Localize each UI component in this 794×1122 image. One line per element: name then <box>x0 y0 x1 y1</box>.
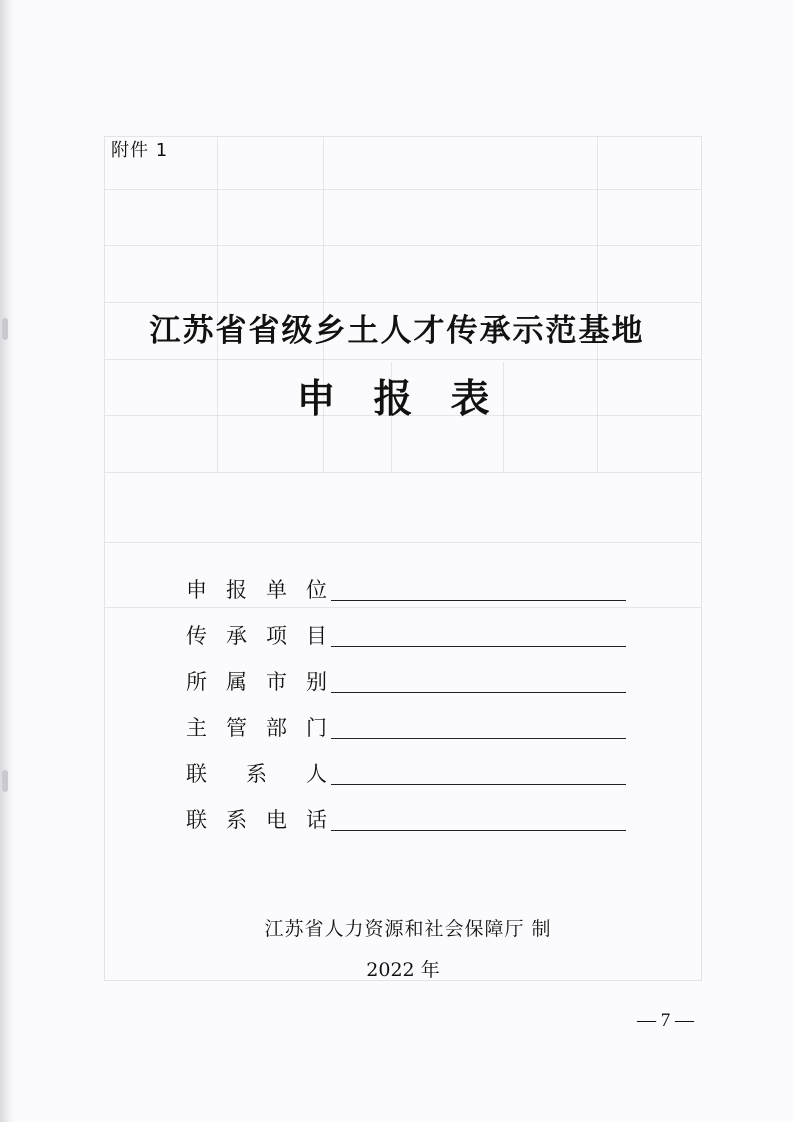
binding-hole <box>2 770 8 792</box>
form-row-applicant-unit <box>186 561 626 607</box>
contact-person-field[interactable] <box>331 772 626 785</box>
cover-form-fields <box>186 561 626 837</box>
issuer-text: 江苏省人力资源和社会保障厅 制 <box>264 918 552 940</box>
binding-edge <box>0 0 14 1122</box>
form-row-heritage-project <box>186 607 626 653</box>
contact-phone-field[interactable] <box>331 818 626 831</box>
supervising-dept-field[interactable] <box>331 726 626 739</box>
field-label: 联系电话 <box>186 808 327 832</box>
heritage-project-field[interactable] <box>331 634 626 647</box>
field-label: 所属市别 <box>186 670 327 694</box>
year-text: 2022 年 <box>366 959 440 981</box>
form-row-contact-person <box>186 745 626 791</box>
field-label: 主管部门 <box>186 716 327 740</box>
document-subtitle: 申报表 <box>296 376 528 422</box>
field-label: 联系人 <box>186 762 327 786</box>
field-label: 申报单位 <box>186 578 327 602</box>
applicant-unit-field[interactable] <box>331 588 626 601</box>
document-title: 江苏省省级乡土人才传承示范基地 <box>149 313 645 349</box>
form-row-city <box>186 653 626 699</box>
attachment-label: 附件 1 <box>111 140 169 161</box>
form-row-contact-phone <box>186 791 626 837</box>
form-row-supervising-dept <box>186 699 626 745</box>
bleed-through-table <box>104 136 702 981</box>
field-label: 传承项目 <box>186 624 327 648</box>
city-field[interactable] <box>331 680 626 693</box>
page-number: — 7 — <box>637 1010 694 1031</box>
